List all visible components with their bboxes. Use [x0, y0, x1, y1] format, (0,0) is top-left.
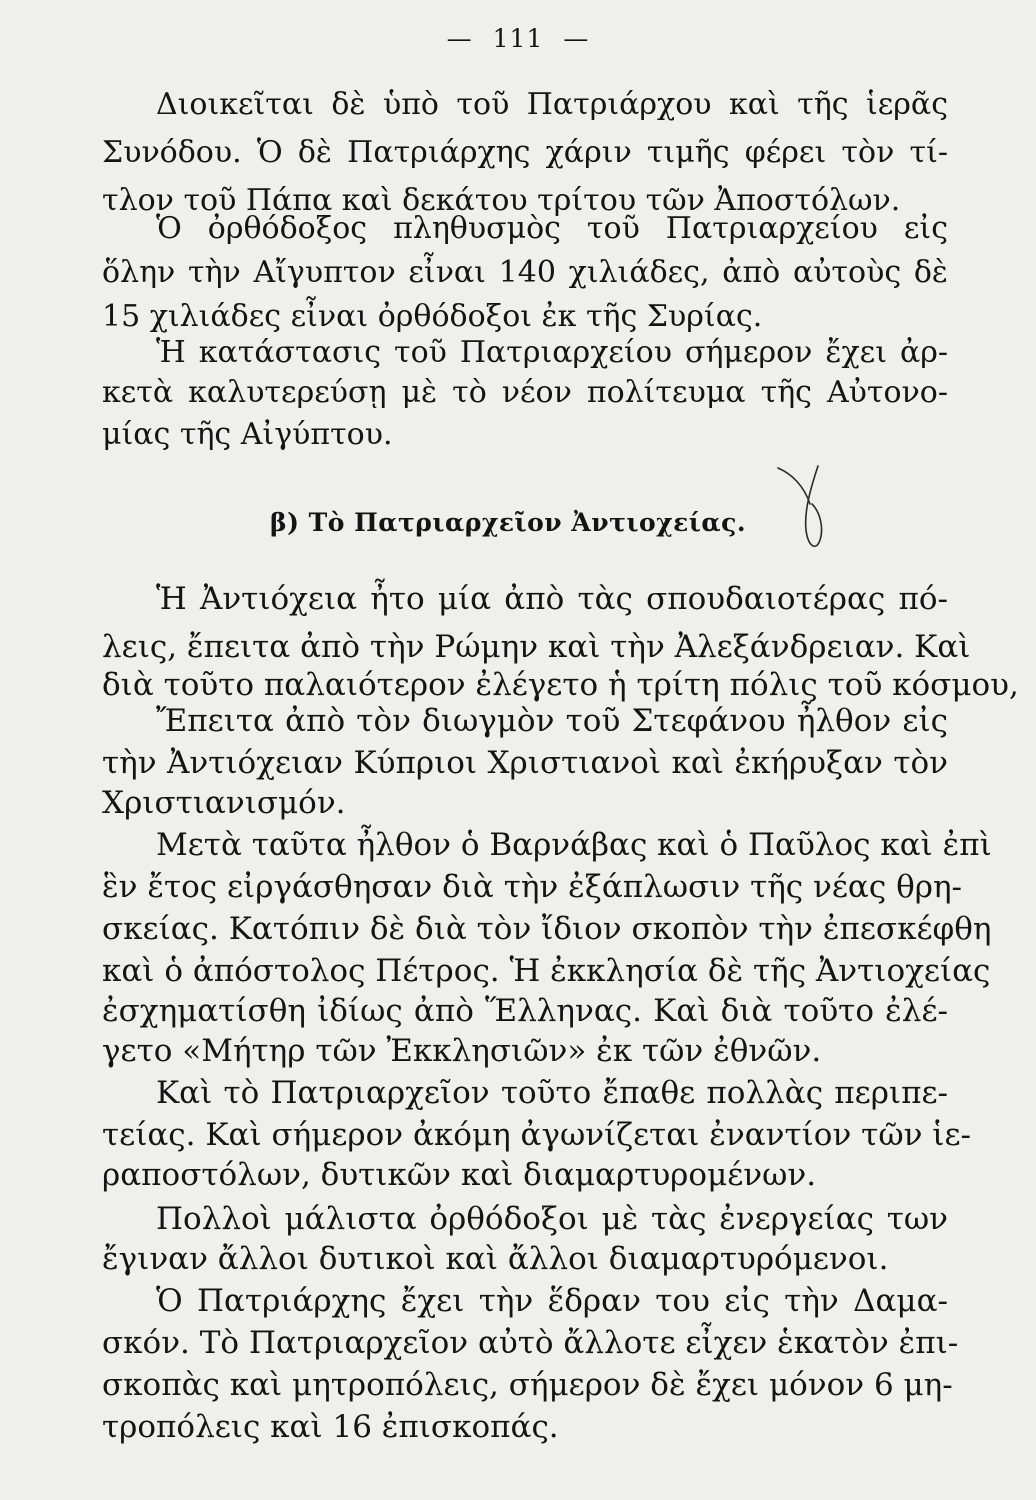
text-line: 15 χιλιάδες εἶναι ὀρθόδοξοι ἐκ τῆς Συρίας.	[102, 299, 763, 334]
text-line: Ἡ Ἀντιόχεια ἦτο μία ἀπὸ τὰς σπουδαιοτέρας πό-	[156, 581, 948, 617]
page-number-dash-right: —	[563, 24, 590, 53]
text-line: ραποστόλων, δυτικῶν καὶ διαμαρτυρομένων.	[102, 1157, 817, 1193]
text-line: Ὁ Πατριάρχης ἔχει τὴν ἕδραν του εἰς τὴν Δαμα-	[156, 1283, 948, 1319]
text-line: διὰ τοῦτο παλαιότερον ἐλέγετο ἡ τρίτη πόλις τοῦ κόσμου,	[102, 667, 1019, 703]
text-line: κετὰ καλυτερεύσῃ μὲ τὸ νέον πολίτευμα τῆς Αὐτονο-	[102, 375, 948, 410]
text-line: καὶ ὁ ἀπόστολος Πέτρος. Ἡ ἐκκλησία δὲ τῆς Ἀντιοχείας	[102, 953, 991, 989]
text-line: Ἔπειτα ἀπὸ τὸν διωγμὸν τοῦ Στεφάνου ἦλθον εἰς	[156, 703, 948, 739]
section-heading: β) Τὸ Πατριαρχεῖον Ἀντιοχείας.	[270, 508, 747, 537]
text-line: ἔγιναν ἄλλοι δυτικοὶ καὶ ἄλλοι διαμαρτυρόμενοι.	[102, 1241, 889, 1277]
text-line: ὅλην τὴν Αἴγυπτον εἶναι 140 χιλιάδες, ἀπὸ αὐτοὺς δὲ	[102, 255, 948, 290]
text-line: σκείας. Κατόπιν δὲ διὰ τὸν ἴδιον σκοπὸν τὴν ἐπεσκέφθη	[102, 911, 992, 947]
text-line: γετο «Μήτηρ τῶν Ἐκκλησιῶν» ἐκ τῶν ἐθνῶν.	[102, 1033, 822, 1069]
text-line: λεις, ἔπειτα ἀπὸ τὴν Ρώμην καὶ τὴν Ἀλεξάνδρειαν. Καὶ	[102, 629, 971, 665]
text-line: σκοπὰς καὶ μητροπόλεις, σήμερον δὲ ἔχει μόνον 6 μη-	[102, 1367, 953, 1403]
text-line: Πολλοὶ μάλιστα ὀρθόδοξοι μὲ τὰς ἐνεργείας των	[156, 1201, 948, 1237]
text-line: τροπόλεις καὶ 16 ἐπισκοπάς.	[102, 1409, 559, 1445]
text-line: σκόν. Τὸ Πατριαρχεῖον αὐτὸ ἄλλοτε εἶχεν ἑκατὸν ἐπι-	[102, 1325, 959, 1361]
text-line: τὴν Ἀντιόχειαν Κύπριοι Χριστιανοὶ καὶ ἐκήρυξαν τὸν	[102, 745, 948, 781]
page-number	[0, 24, 1036, 53]
text-line: Διοικεῖται δὲ ὑπὸ τοῦ Πατριάρχου καὶ τῆς ἱερᾶς	[156, 87, 948, 122]
pencil-check-mark	[770, 460, 840, 570]
text-line: Συνόδου. Ὁ δὲ Πατριάρχης χάριν τιμῆς φέρει τὸν τί-	[102, 135, 948, 170]
text-line: ἓν ἔτος εἰργάσθησαν διὰ τὴν ἐξάπλωσιν τῆς νέας θρη-	[102, 869, 963, 905]
page-number-dash-left: —	[446, 24, 473, 53]
text-line: Ἡ κατάστασις τοῦ Πατριαρχείου σήμερον ἔχει ἀρ-	[156, 335, 948, 370]
text-line: Ὁ ὀρθόδοξος πληθυσμὸς τοῦ Πατριαρχείου εἰς	[156, 211, 948, 246]
text-line: Χριστιανισμόν.	[102, 785, 346, 821]
page-number-value: 111	[492, 24, 544, 53]
text-line: μίας τῆς Αἰγύπτου.	[102, 417, 393, 452]
text-line: τείας. Καὶ σήμερον ἀκόμη ἀγωνίζεται ἐναντίον τῶν ἱε-	[102, 1117, 971, 1153]
text-line: ἐσχηματίσθη ἰδίως ἀπὸ Ἕλληνας. Καὶ διὰ τοῦτο ἐλέ-	[102, 993, 948, 1029]
text-line: τλον τοῦ Πάπα καὶ δεκάτου τρίτου τῶν Ἀποστόλων.	[102, 183, 901, 218]
text-line: Καὶ τὸ Πατριαρχεῖον τοῦτο ἔπαθε πολλὰς περιπε-	[156, 1075, 948, 1111]
text-line: Μετὰ ταῦτα ἦλθον ὁ Βαρνάβας καὶ ὁ Παῦλος καὶ ἐπὶ	[156, 827, 992, 863]
